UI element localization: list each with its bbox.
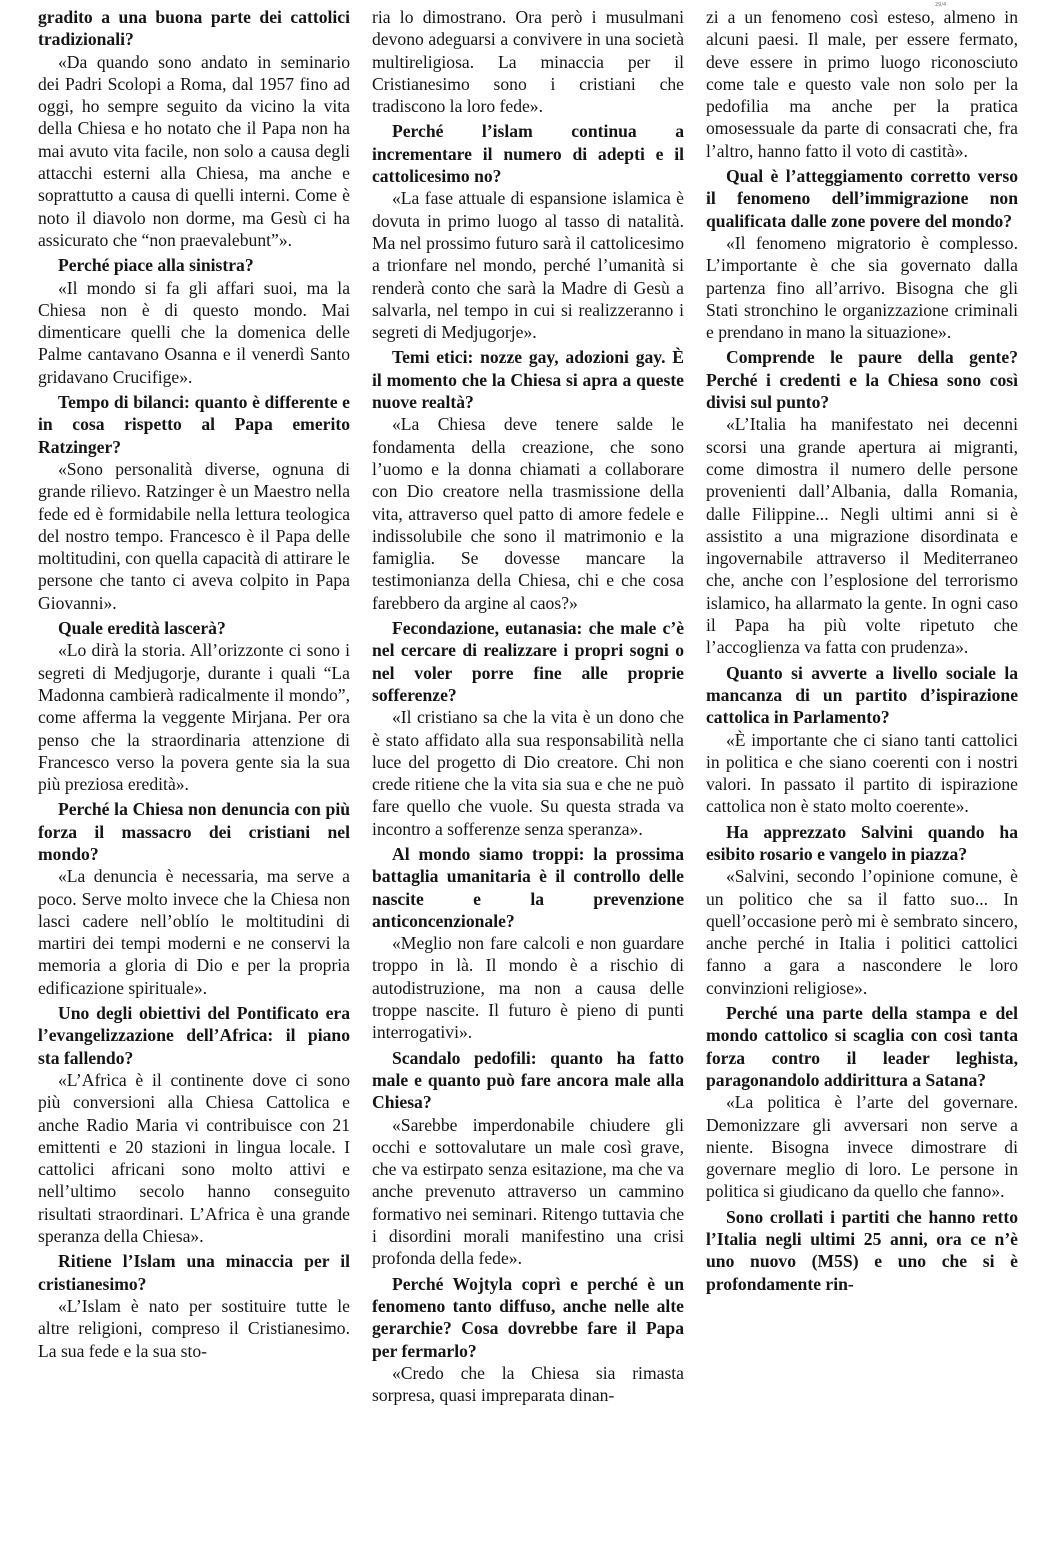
interview-answer: «Sono personalità diverse, ognuna di grande rilievo. Ratzinger è un Maestro nella fede ed è formidabile nella lettura teologica del nostro tempo. Francesco è il Papa delle moltitudini, con quella capacità di attirare le persone che tanto ci aveva colpito in Papa Giovanni».: [38, 458, 350, 613]
interview-question: Tempo di bilanci: quanto è differente e in cosa rispetto al Papa emerito Ratzinger?: [38, 392, 350, 457]
interview-answer: «L’Italia ha manifestato nei decenni scorsi una grande apertura ai migranti, come dimostra il numero delle persone provenienti dall’Albania, dalla Romania, dalle Filippine... Negli ultimi anni si è assistito a una migrazione disordinata e ingovernabile attraverso il Mediterraneo che, anche con l’esplosione del terrorismo islamico, ha allarmato la gente. In ogni caso il Papa ha più volte ripetuto che l’accoglienza va fatta con prudenza».: [706, 414, 1018, 658]
interview-question: gradito a una buona parte dei cattolici tradizionali?: [38, 7, 350, 50]
interview-question: Uno degli obiettivi del Pontificato era l’evangelizzazione dell’Africa: il piano sta fallendo?: [38, 1003, 350, 1068]
interview-question: Quale eredità lascerà?: [58, 618, 226, 639]
interview-question: Perché una parte della stampa e del mondo cattolico si scaglia con così tanta forza contro il leader leghista, paragonandolo addirittura a Satana?: [706, 1003, 1018, 1090]
interview-question: Sono crollati i partiti che hanno retto l’Italia negli ultimi 25 anni, ora ce n’è uno nuovo (M5S) e uno che si è profondamente rin-: [706, 1206, 1018, 1294]
interview-question: Qual è l’atteggiamento corretto verso il fenomeno dell’immigrazione non qualificata dalle zone povere del mondo?: [706, 166, 1018, 231]
text-column-2: [372, 6, 684, 1551]
interview-question: Al mondo siamo troppi: la prossima battaglia umanitaria è il controllo delle nascite e la prevenzione anticoncenzionale?: [372, 843, 684, 931]
interview-question: Perché la Chiesa non denuncia con più forza il massacro dei cristiani nel mondo?: [38, 799, 350, 864]
interview-answer: «Salvini, secondo l’opinione comune, è un politico che sa il fatto suo... In quell’occasione però mi è sembrato sincero, anche perché in Italia i politici cattolici fanno a gara a nascondere le loro convinzioni religiose».: [706, 866, 1018, 998]
interview-answer: zi a un fenomeno così esteso, almeno in alcuni paesi. Il male, per essere fermato, deve essere in primo luogo riconosciuto come tale e questo vale non solo per la pedofilia ma anche per la pratica omosessuale da parte di consacrati che, fra l’altro, hanno fatto il voto di castità».: [706, 7, 1018, 161]
interview-answer: ria lo dimostrano. Ora però i musulmani devono adeguarsi a convivere in una società multireligiosa. La minaccia per il Cristianesimo sono i cristiani che tradiscono la loro fede».: [372, 7, 684, 117]
interview-answer: «La denuncia è necessaria, ma serve a poco. Serve molto invece che la Chiesa non lasci cadere nell’oblío le moltitudini di martiri dei tempi moderni e ne conservi la memoria a gloria di Dio e per la propria edificazione spirituale».: [38, 866, 350, 998]
interview-answer: «Il fenomeno migratorio è complesso. L’importante è che sia governato dalla partenza fino all’arrivo. Bisogna che gli Stati stronchino le organizzazione criminali e prendano in mano la situazione».: [706, 232, 1018, 343]
interview-answer: «La politica è l’arte del governare. Demonizzare gli avversari non serve a niente. Bisogna invece dimostrare di governare meglio di loro. Le persone in politica si giudicano da quello che fanno».: [706, 1092, 1018, 1202]
interview-question: Quanto si avverte a livello sociale la mancanza di un partito d’ispirazione cattolica in Parlamento?: [706, 662, 1018, 728]
interview-answer: «L’Africa è il continente dove ci sono più conversioni alla Chiesa Cattolica e anche Radio Maria vi contribuisce con 21 emittenti e 20 stazioni in lingua locale. I cattolici africani sono molto attivi e nell’ultimo secolo hanno conseguito risultati straordinari. L’Africa è una grande speranza della Chiesa».: [38, 1069, 350, 1247]
interview-question: Scandalo pedofili: quanto ha fatto male e quanto può fare ancora male alla Chiesa?: [372, 1047, 684, 1113]
interview-answer: «L’Islam è nato per sostituire tutte le altre religioni, compreso il Cristianesimo. La sua fede e la sua sto-: [38, 1295, 350, 1361]
interview-question: Temi etici: nozze gay, adozioni gay. È il momento che la Chiesa si apra a queste nuove realtà?: [372, 347, 684, 413]
interview-question: Ritiene l’Islam una minaccia per il cristianesimo?: [38, 1251, 350, 1294]
interview-answer: «Il cristiano sa che la vita è un dono che è stato affidato alla sua responsabilità nella luce del progetto di Dio creatore. Chi non crede ritiene che la vita sia sua e che ne può fare quello che vuole. Su questa strada va incontro a sofferenze senza speranza».: [372, 707, 684, 839]
interview-question: Ha apprezzato Salvini quando ha esibito rosario e vangelo in piazza?: [706, 821, 1018, 864]
page-folio: 29/4: [935, 2, 947, 8]
interview-answer: «È importante che ci siano tanti cattolici in politica e che siano coerenti con i nostri valori. In passato il partito di ispirazione cattolica non è stato molto coerente».: [706, 729, 1018, 817]
interview-answer: «La fase attuale di espansione islamica è dovuta in primo luogo al tasso di natalità. Ma nel prossimo futuro sarà il cattolicesimo a trionfare nel mondo, perché l’umanità si renderà conto che sarà la Madre di Gesù a salvarla, nel tempo in cui si realizzeranno i segreti di Medjugorje».: [372, 188, 684, 343]
interview-question: Perché piace alla sinistra?: [58, 255, 254, 276]
interview-question: Fecondazione, eutanasia: che male c’è nel cercare di realizzare i propri sogni o nel voler porre fine alle proprie sofferenze?: [372, 618, 684, 705]
interview-answer: «Sarebbe imperdonabile chiudere gli occhi e sottovalutare un male così grave, che va estirpato senza esitazione, ma che va anche prevenuto attraverso un cammino formativo nei seminari. Ritengo tuttavia che i disordini morali manifestino una crisi profonda della fede».: [372, 1114, 684, 1269]
interview-answer: «Da quando sono andato in seminario dei Padri Scolopi a Roma, dal 1957 fino ad oggi, ho sempre seguito da vicino la vita della Chiesa e ho notato che il Papa non ha mai avuto vita facile, non solo a causa degli attacchi esterni alla Chiesa, ma anche e soprattutto a causa di quelli interni. Come è noto il diavolo non dorme, ma Gesù ci ha assicurato che “non praevalebunt”».: [38, 51, 350, 250]
interview-question: Perché l’islam continua a incrementare il numero di adepti e il cattolicesimo no?: [372, 121, 684, 187]
text-column-1: [38, 6, 350, 1551]
interview-answer: «Il mondo si fa gli affari suoi, ma la Chiesa non è di questo mondo. Mai dimenticare quelli che la domenica delle Palme cantavano Osanna e il venerdì Santo gridavano Crucifige».: [38, 277, 350, 387]
interview-answer: «Lo dirà la storia. All’orizzonte ci sono i segreti di Medjugorje, durante i quali “La Madonna cambierà radicalmente il mondo”, come afferma la veggente Mirjana. Per ora penso che la straordinaria attenzione di Francesco verso la povera gente sia la sua più preziosa eredità».: [38, 640, 350, 795]
interview-question: Comprende le paure della gente? Perché i credenti e la Chiesa sono così divisi sul punto?: [706, 347, 1018, 413]
interview-answer: «Meglio non fare calcoli e non guardare troppo in là. Il mondo è a rischio di autodistruzione, ma non a causa delle troppe nascite. Il futuro è pieno di punti interrogativi».: [372, 933, 684, 1043]
interview-answer: «Credo che la Chiesa sia rimasta sorpresa, quasi impreparata dinan-: [372, 1362, 684, 1406]
text-column-3: [706, 6, 1018, 1551]
interview-question: Perché Wojtyla coprì e perché è un fenomeno tanto diffuso, anche nelle alte gerarchie? Cosa dovrebbe fare il Papa per fermarlo?: [372, 1273, 684, 1361]
interview-answer: «La Chiesa deve tenere salde le fondamenta della creazione, che sono l’uomo e la donna chiamati a collaborare con Dio creatore nella trasmissione della vita, attraverso quel patto di amore fedele e indissolubile che sono il matrimonio e la famiglia. Se dovesse mancare la testimonianza della Chiesa, chi e che cosa farebbero da argine al caos?»: [372, 414, 684, 613]
